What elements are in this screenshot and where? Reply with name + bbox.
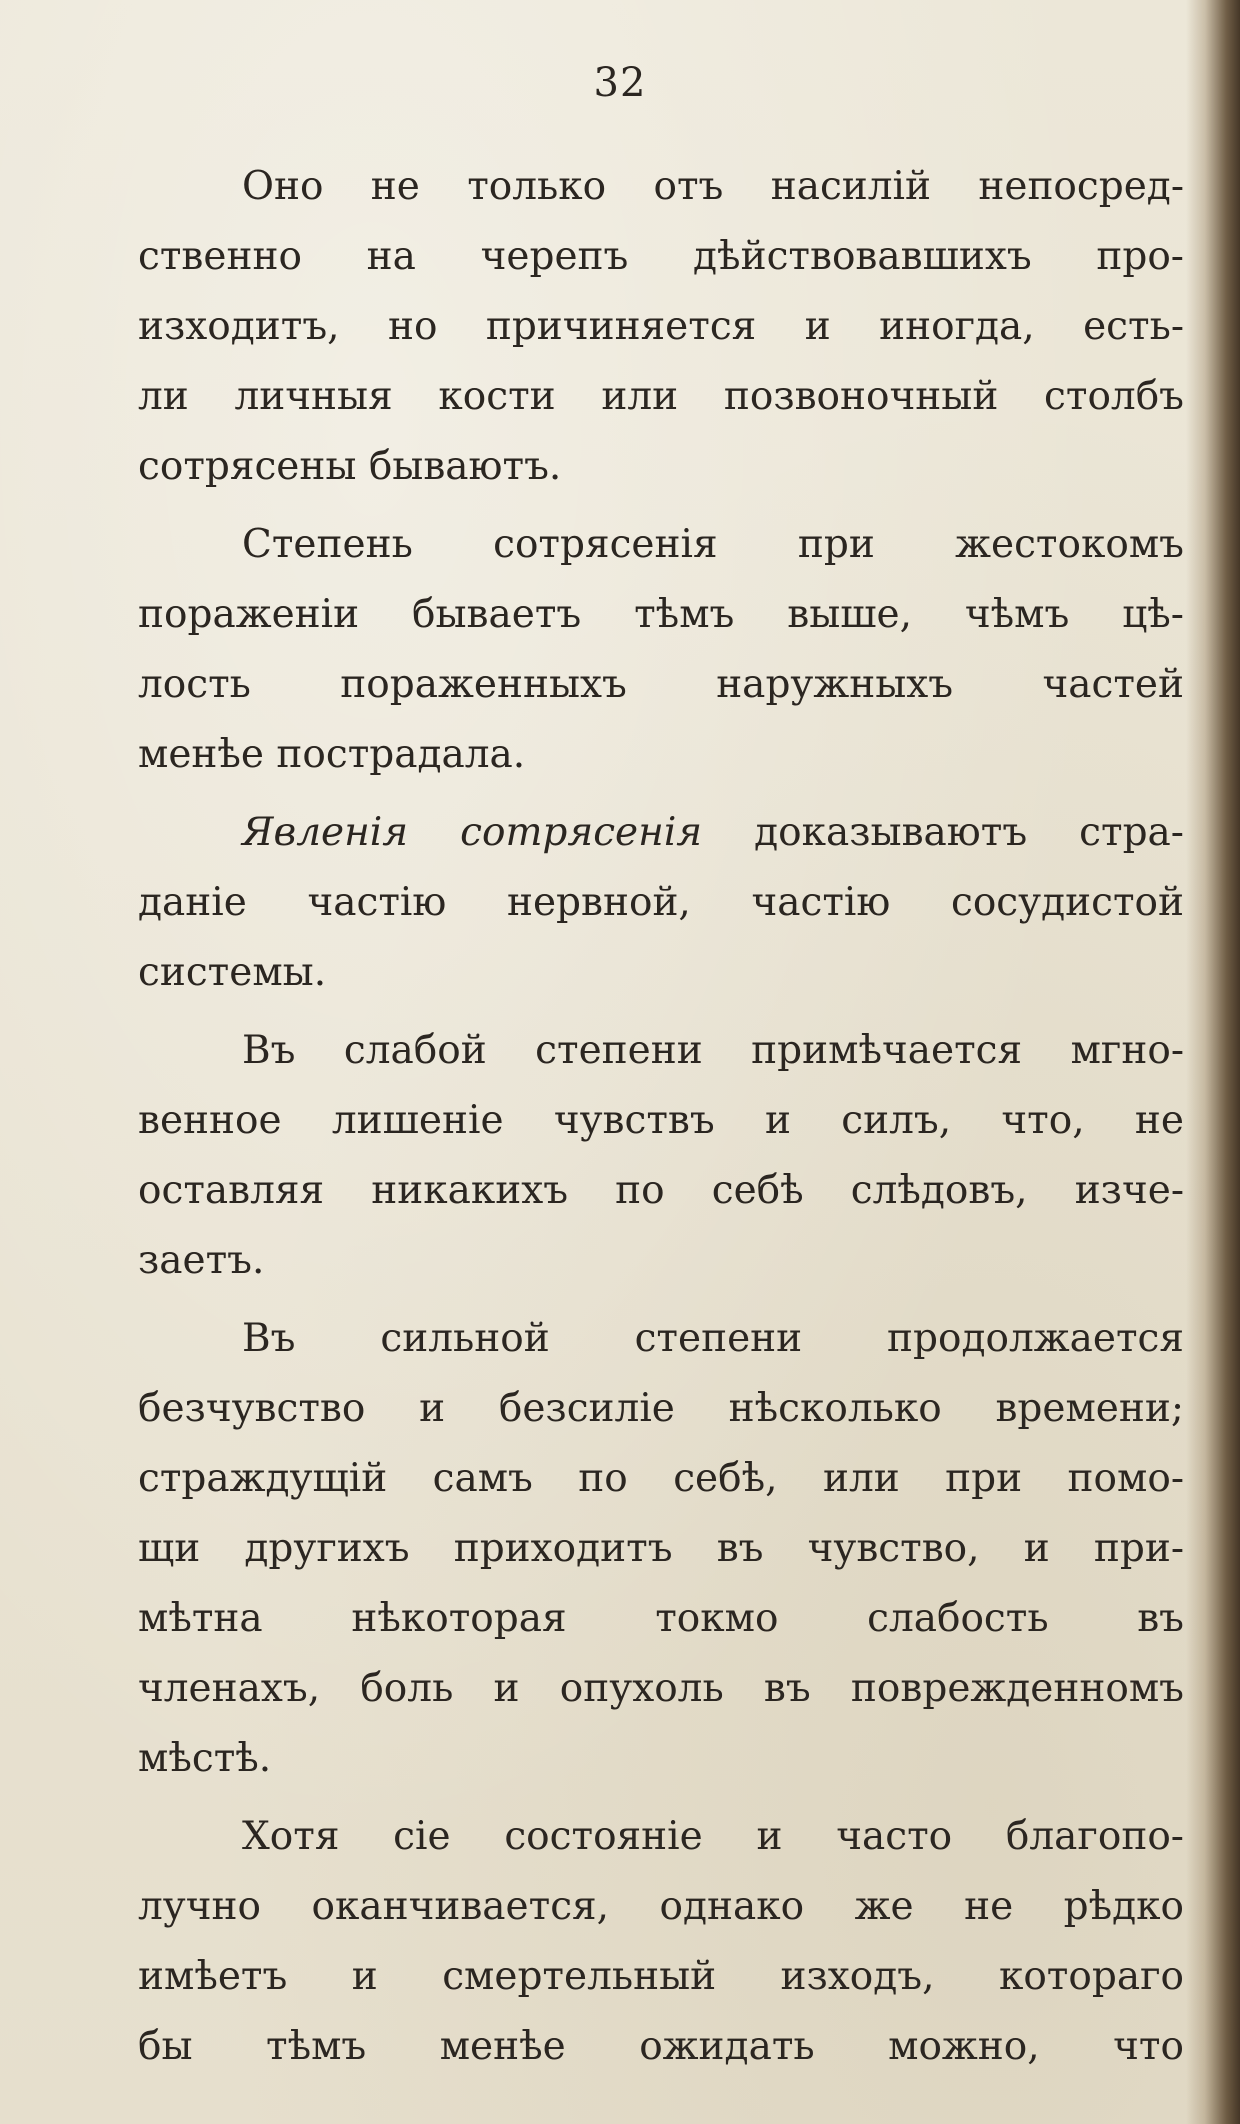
text-line: венное лишеніе чувствъ и силъ, что, не [138, 1098, 1184, 1143]
text-line [138, 798, 1184, 868]
text-line: Въ слабой степени примѣчается мгно- [242, 1028, 1184, 1073]
text-line: Хотя сіе состояніе и часто благопо- [242, 1814, 1184, 1859]
text-line: даніе частію нервной, частію сосудистой [138, 880, 1184, 925]
text-line: оставляя никакихъ по себѣ слѣдовъ, изче- [138, 1168, 1184, 1213]
binding-shadow [1186, 0, 1240, 2124]
text-line: Оно не только отъ насилій непосред- [242, 164, 1184, 209]
text-line: щи другихъ приходитъ въ чувство, и при- [138, 1526, 1184, 1571]
text-line: безчувство и безсиліе нѣсколько времени; [138, 1386, 1184, 1431]
paragraph-3 [138, 798, 1184, 1008]
text-line: бы тѣмъ менѣе ожидать можно, что [138, 2024, 1184, 2069]
text-line: имѣетъ и смертельный изходъ, котораго [138, 1954, 1184, 1999]
text-line: менѣе пострадала. [138, 732, 526, 777]
paragraph-6 [138, 1802, 1184, 2082]
text-line: Въ сильной степени продолжается [242, 1316, 1184, 1361]
text-line: пораженіи бываетъ тѣмъ выше, чѣмъ цѣ- [138, 592, 1184, 637]
paragraph-2 [138, 510, 1184, 790]
page-number: 32 [593, 60, 647, 106]
text-line: мѣтна нѣкоторая токмо слабость въ [138, 1596, 1184, 1641]
text-line: ственно на черепъ дѣйствовавшихъ про- [138, 234, 1184, 279]
text-run: доказываютъ стра- [702, 810, 1184, 855]
text-line: лучно оканчивается, однако же не рѣдко [138, 1884, 1184, 1929]
paragraph-4 [138, 1016, 1184, 1296]
text-line: сотрясены бываютъ. [138, 444, 562, 489]
text-line: Степень сотрясенія при жестокомъ [242, 522, 1184, 567]
text-line: страждущій самъ по себѣ, или при помо- [138, 1456, 1184, 1501]
text-line: системы. [138, 950, 327, 995]
page-text [138, 152, 1184, 2090]
text-line: членахъ, боль и опухоль въ поврежденномъ [138, 1666, 1184, 1711]
italic-term: Явленія сотрясенія [242, 810, 703, 855]
text-line: лость пораженныхъ наружныхъ частей [138, 662, 1184, 707]
text-line: ли личныя кости или позвоночный столбъ [138, 374, 1184, 419]
text-line: мѣстѣ. [138, 1736, 272, 1781]
paragraph-5 [138, 1304, 1184, 1794]
text-line: заетъ. [138, 1238, 265, 1283]
paragraph-1 [138, 152, 1184, 502]
text-line: изходитъ, но причиняется и иногда, есть- [138, 304, 1184, 349]
